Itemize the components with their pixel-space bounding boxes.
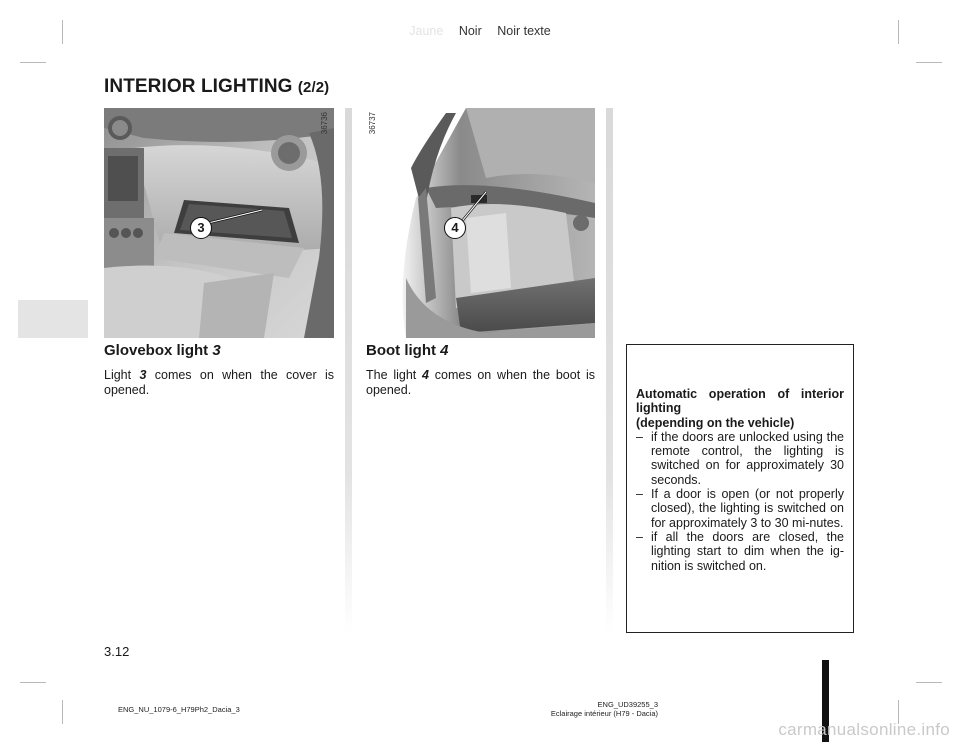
glovebox-section-title bbox=[104, 342, 334, 359]
glovebox-body-after: comes on when the cover is opened. bbox=[104, 368, 334, 397]
automatic-lighting-info-box bbox=[626, 344, 854, 633]
list-item bbox=[636, 530, 844, 573]
info-box-subtitle: (depending on the vehicle) bbox=[636, 415, 795, 430]
crop-mark bbox=[916, 682, 942, 683]
boot-section bbox=[366, 342, 595, 397]
boot-title-ref: 4 bbox=[440, 342, 449, 359]
boot-callout-4: 4 bbox=[444, 217, 466, 239]
boot-body-ref: 4 bbox=[422, 368, 429, 382]
glovebox-title-ref: 3 bbox=[212, 342, 221, 359]
boot-section-body bbox=[366, 368, 595, 397]
glovebox-photo-id: 36736 bbox=[320, 112, 329, 135]
list-item-text: if the doors are unlocked using the remote control, the lighting is switched on for approximately 30 seconds. bbox=[651, 429, 844, 487]
boot-body-before: The light bbox=[366, 368, 423, 382]
boot-section-title bbox=[366, 342, 595, 359]
page-title-suffix: (2/2) bbox=[297, 79, 330, 96]
dash-bullet: – bbox=[636, 487, 643, 502]
print-color-header bbox=[0, 24, 960, 38]
column-rule bbox=[345, 108, 352, 633]
boot-title-text: Boot light bbox=[366, 342, 441, 359]
crop-mark bbox=[20, 682, 46, 683]
crop-mark bbox=[916, 62, 942, 63]
list-item bbox=[636, 487, 844, 530]
dash-bullet: – bbox=[636, 429, 643, 444]
dash-bullet: – bbox=[636, 529, 643, 544]
list-item-text: If a door is open (or not properly closed), the lighting is switched on for approximately 3 to 30 mi-nutes. bbox=[651, 487, 844, 530]
print-color-yellow: Jaune bbox=[409, 24, 444, 38]
footer-document-code: ENG_NU_1079-6_H79Ph2_Dacia_3 bbox=[118, 705, 240, 714]
list-item bbox=[636, 430, 844, 487]
glovebox-body-ref: 3 bbox=[139, 368, 147, 382]
footer-section-code bbox=[480, 700, 658, 718]
print-color-black: Noir bbox=[458, 24, 482, 38]
boot-body-after: comes on when the boot is opened. bbox=[366, 368, 595, 397]
site-watermark: carmanualsonline.info bbox=[778, 720, 950, 739]
page-title-text: INTERIOR LIGHTING bbox=[104, 76, 293, 97]
boot-photo-id: 36737 bbox=[368, 112, 377, 135]
glovebox-title-text: Glovebox light bbox=[104, 342, 213, 359]
info-box-title: Automatic operation of interior lighting bbox=[636, 387, 844, 416]
crop-mark bbox=[20, 62, 46, 63]
list-item-text: if all the doors are closed, the lighting start to dim when the ig-nition is switched on. bbox=[651, 529, 844, 573]
glovebox-section-body bbox=[104, 368, 334, 397]
footer-section-name: Eclairage intérieur (H79 - Dacia) bbox=[550, 709, 658, 718]
print-color-black-text: Noir texte bbox=[497, 24, 551, 38]
chapter-side-tab bbox=[18, 300, 88, 338]
page-number: 3.12 bbox=[104, 644, 130, 659]
glovebox-section bbox=[104, 342, 334, 397]
info-box-content bbox=[636, 387, 844, 573]
crop-mark bbox=[62, 700, 63, 724]
glovebox-callout-3: 3 bbox=[190, 217, 212, 239]
info-box-list bbox=[636, 430, 844, 573]
page-title bbox=[104, 76, 329, 98]
column-rule bbox=[606, 108, 613, 633]
footer-section-id: ENG_UD39255_3 bbox=[597, 700, 658, 709]
glovebox-body-before: Light bbox=[104, 368, 140, 382]
